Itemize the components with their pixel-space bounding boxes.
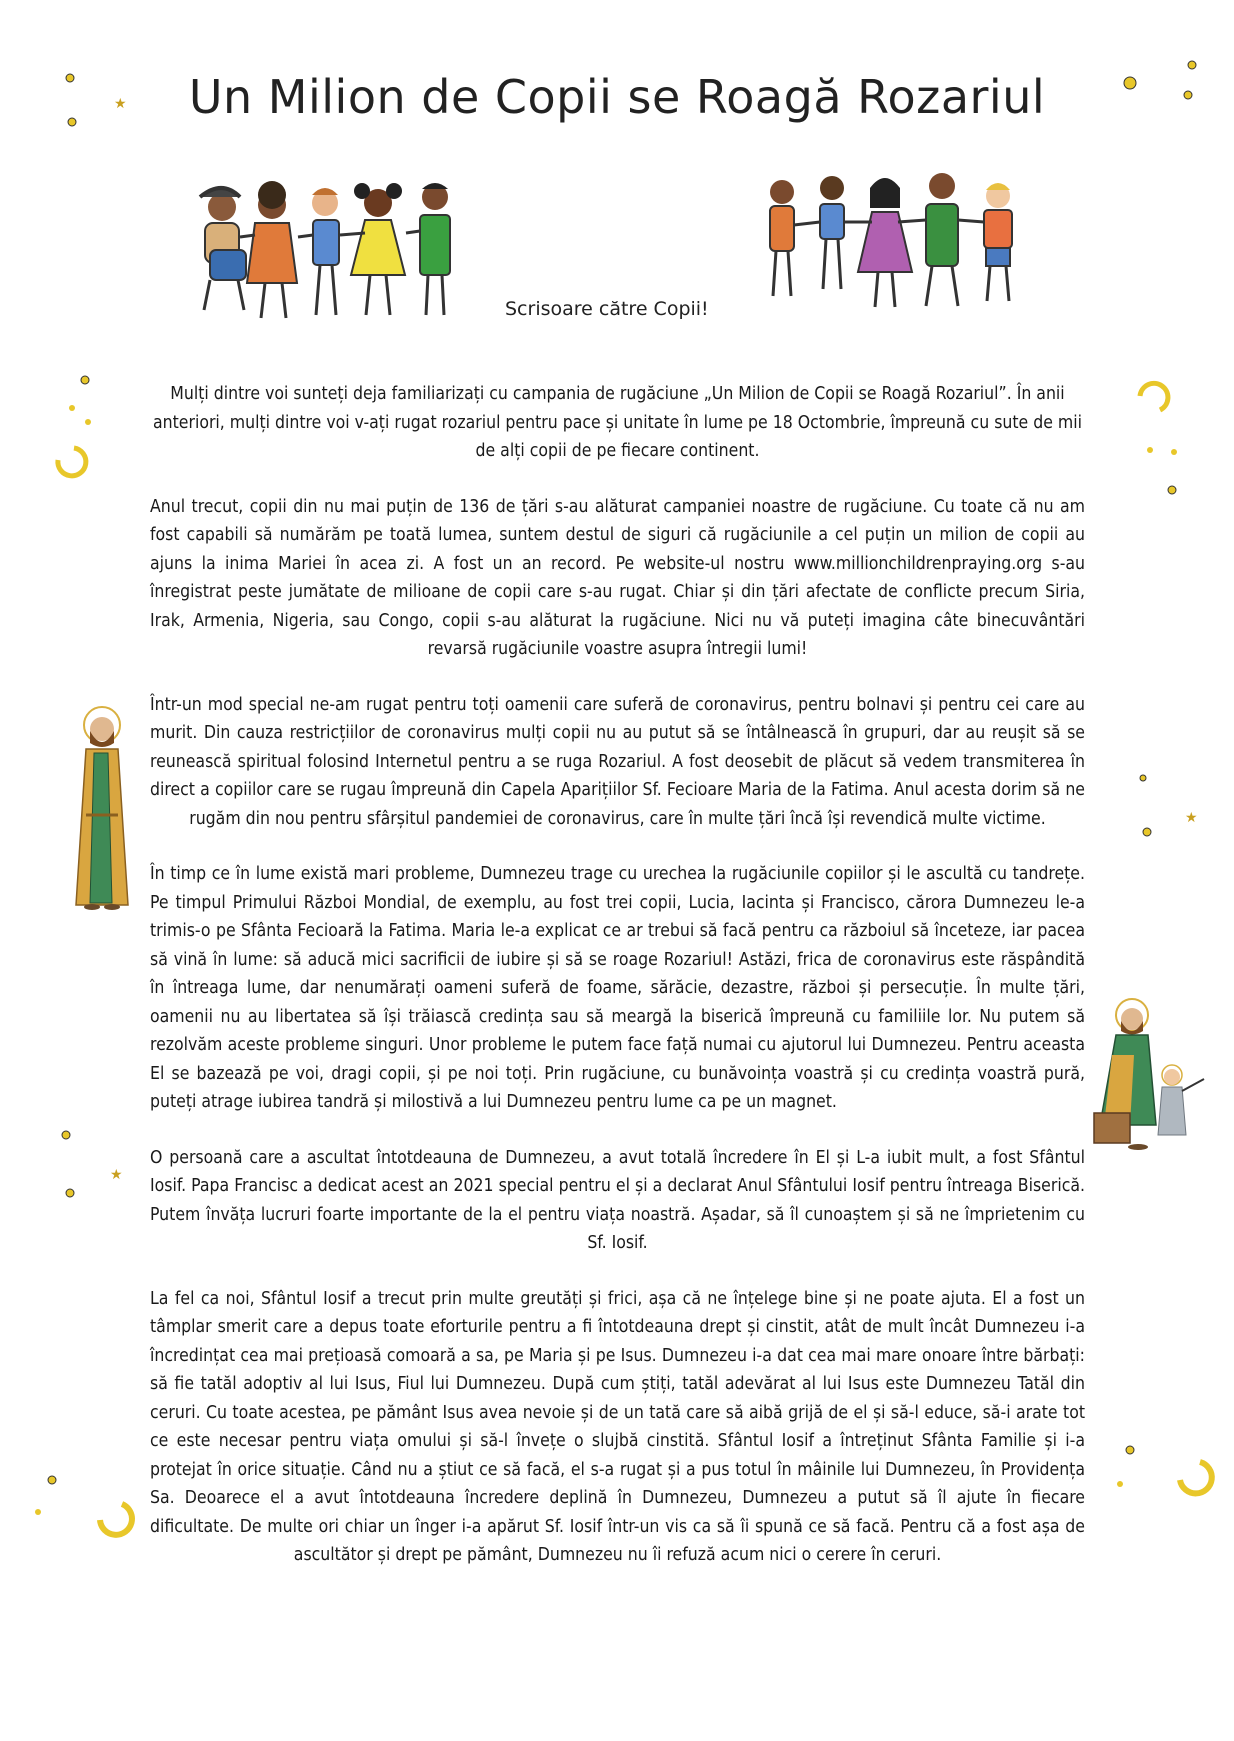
letter-subtitle: Scrisoare către Copii!	[505, 298, 709, 320]
decorative-stars-icon	[30, 1470, 140, 1550]
decorative-stars-icon	[1130, 380, 1190, 500]
children-illustration-left	[180, 175, 480, 335]
saint-joseph-with-child-illustration	[1090, 995, 1210, 1155]
decorative-stars-icon	[1135, 770, 1205, 840]
decorative-stars-icon	[58, 1125, 138, 1205]
children-illustration-right	[760, 170, 1040, 320]
svg-text:★: ★	[110, 1167, 123, 1183]
svg-text:★: ★	[1185, 810, 1198, 826]
paragraph-world-problems: În timp ce în lume există mari probleme, Dumnezeu trage cu urechea la rugăciunile copiilor și le ascultă cu tandrețe. Pe timpul Primului Război Mondial, de exemplu, au fost trei copii, Lucia, Iacinta și Francisco, cărora Dumnezeu le-a trimis-o pe Sfânta Fecioară la Fatima. Maria le-a explicat ce ar trebui să facă pentru ca războiul să înceteze, iar pacea să vină în lume: să aducă mici sacrificii de iubire și să se roage Rozariul! Astăzi, frica de coronavirus este răspândită în întreaga lume, dar nenumărați oameni suferă de foame, sărăcie, dezastre, război și persecuție. În multe țări, oamenii nu au libertatea să își trăiască credința sau să meargă la biserică împreună cu familiile lor. Nu putem să rezolvăm aceste probleme singuri. Unor probleme le putem face față numai cu ajutorul lui Dumnezeu. Pentru aceasta El se bazează pe voi, dragi copii, și pe noi toți. Prin rugăciune, cu bunăvoința voastră și cu credința voastră pură, puteți atrage iubirea tandră și milostivă a lui Dumnezeu pentru lume ca pe un magnet.	[150, 864, 1085, 1112]
paragraph-coronavirus: Într-un mod special ne-am rugat pentru toți oamenii care suferă de coronavirus, pentru bolnavi și pentru cei care au murit. Din cauza restricțiilor de coronavirus mulți copii nu au putut să se întâlnească în grupuri, dar au reușit să se reunească spiritual folosind Internetul pentru a se ruga Rozariul. A fost deosebit de plăcut să vedem transmiterea în direct a copiilor care se rugau împreună din Capela Aparițiilor Sf. Fecioare Maria de la Fatima. Anul acesta dorim să ne rugăm din nou pentru sfârșitul pandemiei de coronavirus, care în multe țări încă își revendică multe victime.	[150, 694, 1085, 829]
svg-text:★: ★	[114, 96, 127, 112]
paragraph-saint-joseph-intro: O persoană care a ascultat întotdeauna de Dumnezeu, a avut totală încredere în El și L-a iubit mult, a fost Sfântul Iosif. Papa Francisc a dedicat acest an 2021 special pentru el și a declarat Anul Sfântului Iosif pentru întreaga Biserică. Putem învăța lucruri foarte importante de la el pentru viața noastră. Așadar, să îl cunoaștem și să ne împrietenim cu Sf. Iosif.	[150, 1147, 1085, 1253]
decorative-stars-icon	[1110, 1440, 1220, 1520]
paragraph-intro: Mulți dintre voi sunteți deja familiarizați cu campania de rugăciune „Un Milion de Copii se Roagă Rozariul”. În anii anteriori, mulți dintre voi v-ați rugat rozariul pentru pace și unitate în lume pe 18 Octombrie, împreună cu sute de mii de alți copii de pe fiecare continent.	[152, 384, 1083, 461]
page-title: Un Milion de Copii se Roagă Rozariul	[188, 70, 1046, 124]
decorative-stars-icon	[1120, 55, 1210, 115]
saint-joseph-illustration	[68, 705, 136, 915]
decorative-stars-icon	[62, 60, 132, 150]
paragraph-saint-joseph-life: La fel ca noi, Sfântul Iosif a trecut prin multe greutăți și frici, așa că ne înțelege bine și ne poate ajuta. El a fost un tâmplar smerit care a depus toate eforturile pentru a fi întotdeauna drept și cinstit, atât de mult încât Dumnezeu i-a încredințat cea mai prețioasă comoară a sa, pe Maria și pe Isus. Dumnezeu i-a dat cea mai mare onoare între bărbați: să fie tatăl adoptiv al lui Isus, Fiul lui Dumnezeu. După cum știți, tatăl adevărat al lui Isus este Dumnezeu Tatăl din ceruri. Cu toate acestea, pe pământ Isus avea nevoie și de un tată care să aibă grijă de el și să-l educe, să-i arate tot ce este necesar pentru viața omului și să-l învețe o slujbă cinstită. Sfântul Iosif a întreținut Sfânta Familie și i-a protejat în orice situație. Când nu a știut ce să facă, el s-a rugat și a pus totul în mâinile lui Dumnezeu, în Providența Sa. Deoarece el a avut întotdeauna încredere deplină în Dumnezeu, Dumnezeu a putut să îl ajute în fiecare dificultate. De multe ori chiar un înger i-a apărut Sf. Iosif într-un vis ca să îi spună ce să facă. Pentru că a fost așa de ascultător și drept pe pământ, Dumnezeu nu îi refuză acum nici o cerere în ceruri.	[150, 1288, 1085, 1565]
letter-body	[150, 380, 1085, 1597]
decorative-stars-icon	[50, 370, 100, 490]
paragraph-last-year: Anul trecut, copii din nu mai puțin de 136 de țări s-au alăturat campaniei noastre de rugăciune. Cu toate că nu am fost capabili să numărăm pe toată lumea, suntem destul de siguri că rugăciunile a cel puțin un milion de copii au ajuns la inima Mariei în acea zi. A fost un an record. Pe website-ul nostru www.millionchildrenpraying.org s-au înregistrat peste jumătate de milioane de copii care s-au rugat. Chiar și din țări afectate de conflicte precum Siria, Irak, Armenia, Nigeria, sau Congo, copii s-au alăturat la rugăciune. Nici nu vă puteți imagina câte binecuvântări revarsă rugăciunile voastre asupra întregii lumi!	[150, 496, 1085, 659]
